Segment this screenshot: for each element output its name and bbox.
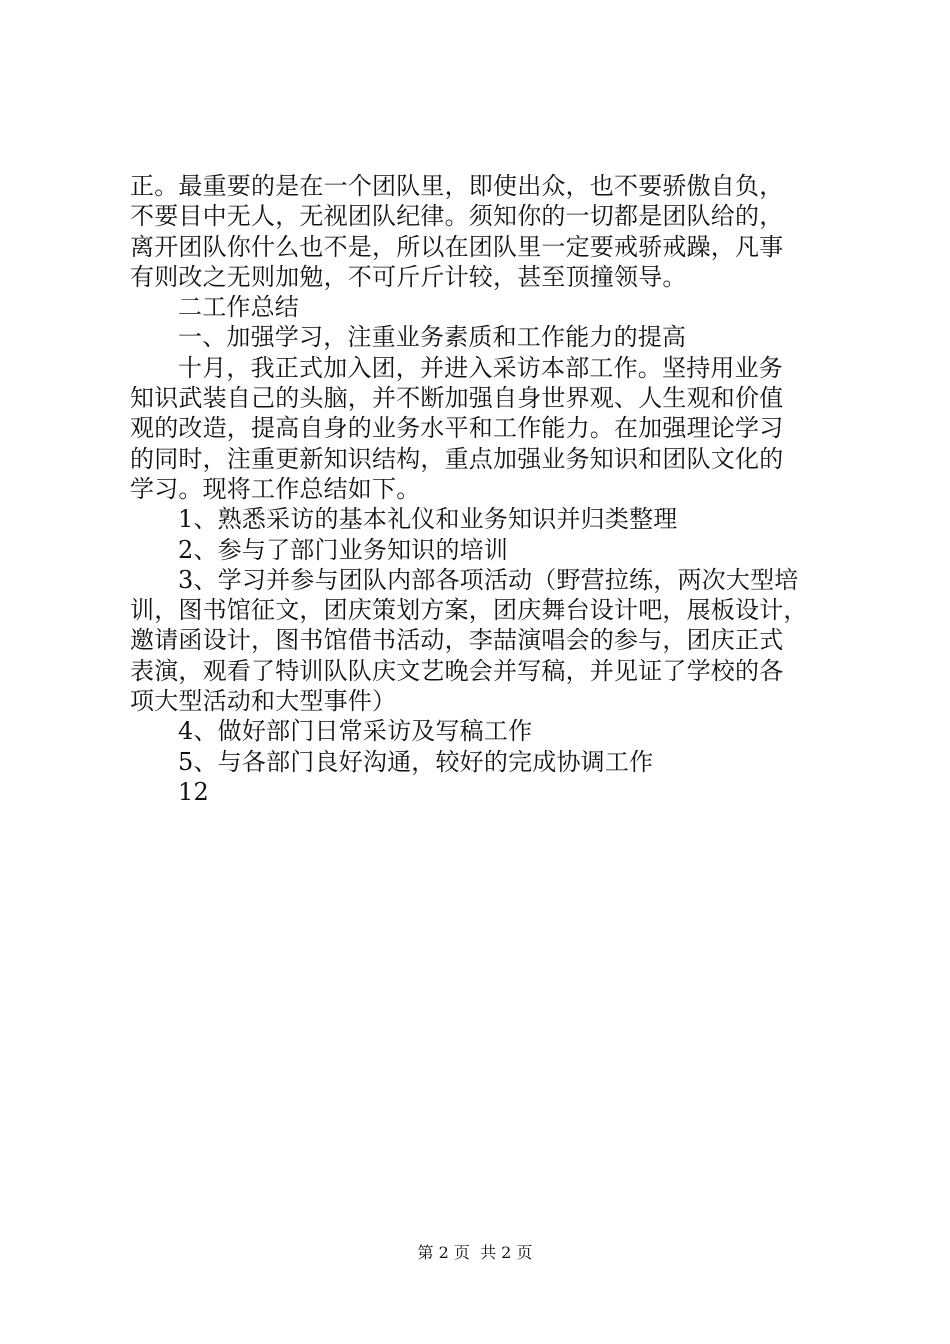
subheading-study: 一、加强学习，注重业务素质和工作能力的提高 bbox=[178, 323, 687, 352]
text-line-4: 有则改之无则加勉，不可斤斤计较，甚至顶撞领导。 bbox=[130, 262, 687, 291]
paragraph-line-3: 观的改造，提高自身的业务水平和工作能力。在加强理论学习 bbox=[130, 414, 784, 443]
list-item-3-line-5: 项大型活动和大型事件） bbox=[130, 687, 397, 716]
page-number-label: 第 2 页 共 2 页 bbox=[417, 1243, 533, 1262]
paragraph-line-1: 十月，我正式加入团，并进入采访本部工作。坚持用业务 bbox=[178, 353, 783, 382]
list-item-2: 2、参与了部门业务知识的培训 bbox=[178, 535, 509, 564]
list-item-3-line-3: 邀请函设计，图书馆借书活动，李喆演唱会的参与，团庆正式 bbox=[130, 626, 784, 655]
paragraph-line-2: 知识武装自己的头脑，并不断加强自身世界观、人生观和价值 bbox=[130, 384, 784, 413]
text-line-3: 离开团队你什么也不是，所以在团队里一定要戒骄戒躁，凡事 bbox=[130, 232, 784, 261]
text-line-2: 不要目中无人，无视团队纪律。须知你的一切都是团队给的， bbox=[130, 202, 784, 231]
paragraph-line-5: 学习。现将工作总结如下。 bbox=[130, 474, 421, 503]
paragraph-line-4: 的同时，注重更新知识结构，重点加强业务知识和团队文化的 bbox=[130, 444, 784, 473]
section-heading-work-summary: 二工作总结 bbox=[178, 293, 299, 322]
list-item-3-line-1: 3、学习并参与团队内部各项活动（野营拉练，两次大型培 bbox=[178, 565, 799, 594]
list-item-3-line-4: 表演，观看了特训队队庆文艺晚会并写稿，并见证了学校的各 bbox=[130, 656, 784, 685]
trailing-number: 12 bbox=[178, 777, 209, 806]
list-item-1: 1、熟悉采访的基本礼仪和业务知识并归类整理 bbox=[178, 505, 678, 534]
list-item-4: 4、做好部门日常采访及写稿工作 bbox=[178, 717, 533, 746]
list-item-3-line-2: 训，图书馆征文，团庆策划方案，团庆舞台设计吧，展板设计， bbox=[130, 596, 808, 625]
page-footer bbox=[0, 1243, 950, 1263]
text-line-1: 正。最重要的是在一个团队里，即使出众，也不要骄傲自负， bbox=[130, 172, 784, 200]
document-body bbox=[130, 171, 830, 807]
list-item-5: 5、与各部门良好沟通，较好的完成协调工作 bbox=[178, 747, 654, 776]
